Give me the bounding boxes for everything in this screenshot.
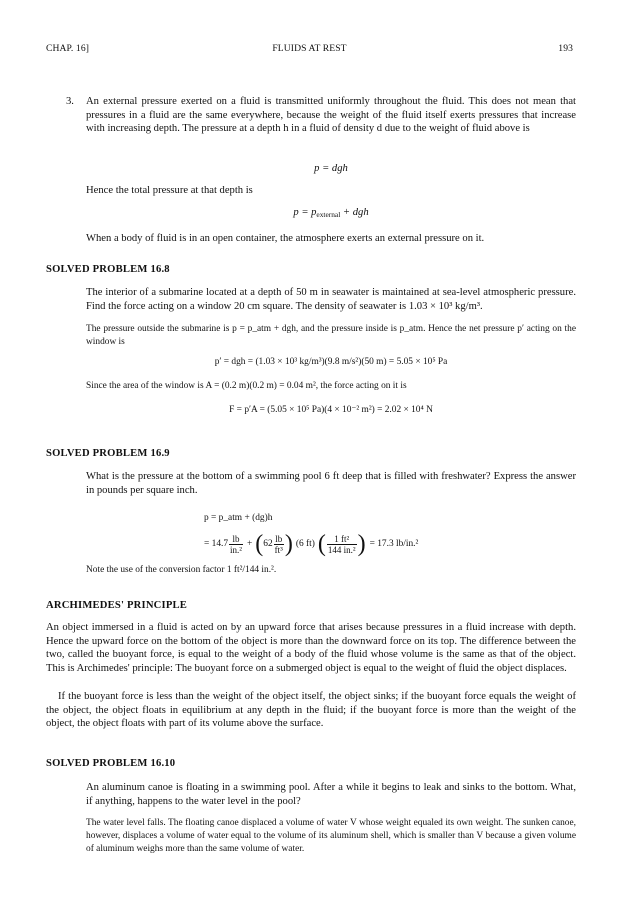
- fraction-conversion: [327, 534, 357, 555]
- open-container-line: When a body of fluid is in an open container, the atmosphere exerts an external pressure on it.: [86, 233, 485, 244]
- fraction-denominator: ft³: [274, 544, 283, 555]
- list-number: 3.: [66, 96, 74, 107]
- fraction-numerator: 1 ft²: [327, 534, 357, 545]
- running-title: FLUIDS AT REST: [272, 43, 347, 54]
- sp169-note: Note the use of the conversion factor 1 ft²/144 in.².: [86, 565, 277, 575]
- equation-total-pressure: [86, 207, 576, 218]
- heading-solved-problem-16-9: SOLVED PROBLEM 16.9: [46, 448, 170, 459]
- fraction-lb-per-in2: [229, 534, 243, 555]
- heading-solved-problem-16-8: SOLVED PROBLEM 16.8: [46, 264, 170, 275]
- eq2-lhs: p = p: [293, 207, 317, 218]
- sp169-question: What is the pressure at the bottom of a swimming pool 6 ft deep that is filled with freshwater? Express the answer in pounds per square inch.: [86, 471, 576, 496]
- fraction-denominator: 144 in.²: [327, 544, 356, 555]
- hence-line: Hence the total pressure at that depth is: [86, 185, 253, 196]
- eq1-text: p = dgh: [314, 163, 348, 174]
- eq-value-14-7: = 14.7: [204, 539, 229, 549]
- fraction-numerator: lb: [229, 534, 243, 545]
- heading-archimedes-principle: ARCHIMEDES' PRINCIPLE: [46, 600, 188, 611]
- eq-result: = 17.3 lb/in.²: [369, 539, 419, 549]
- sp168-pressure-equation: p′ = dgh = (1.03 × 10³ kg/m³)(9.8 m/s²)(50 m) = 5.05 × 10⁵ Pa: [214, 357, 448, 367]
- eq-value-62: 62: [263, 539, 273, 549]
- equation-p-dgh: [86, 163, 576, 174]
- sp168-solution-intro: The pressure outside the submarine is p = p_atm + dgh, and the pressure inside is p_atm. Hence the net pressure p′ acting on the window is: [86, 324, 576, 348]
- sp168-question: The interior of a submarine located at a depth of 50 m in seawater is maintained at sea-level atmospheric pressure. Find the force acting on a window 20 cm square. The density of seawater is 1.03 × 10³ kg/m³.: [86, 287, 576, 312]
- archimedes-paragraph-1: An object immersed in a fluid is acted on by an upward force that arises because pressures in a fluid increase with depth. Hence the upward force on the bottom of the object is more than the downward force on its top. The difference between the two, called the buoyant force, is equal to the weight of a body of the fluid whose volume is the same as that of the object. This is Archimedes' principle: The buoyant force on a submerged object is equal to the weight of fluid the object displaces.: [46, 622, 576, 675]
- sp168-force-equation: F = p′A = (5.05 × 10⁵ Pa)(4 × 10⁻² m²) = 2.02 × 10⁴ N: [229, 405, 433, 415]
- sp168-area-line: Since the area of the window is A = (0.2 m)(0.2 m) = 0.04 m², the force acting on it is: [86, 381, 407, 391]
- fraction-lb-per-ft3: [274, 534, 284, 555]
- fraction-denominator: in.²: [230, 544, 242, 555]
- sp169-equation-line1: p = p_atm + (dg)h: [204, 513, 273, 523]
- sp169-equation-line2: [204, 527, 418, 561]
- eq2-subscript: external: [316, 210, 341, 219]
- page-header: [46, 43, 573, 57]
- page-number: 193: [558, 43, 573, 54]
- right-paren: ): [357, 531, 366, 557]
- heading-solved-problem-16-10: SOLVED PROBLEM 16.10: [46, 758, 176, 769]
- item3-paragraph: An external pressure exerted on a fluid is transmitted uniformly throughout the fluid. This does not mean that pressures in a fluid are the same everywhere, because the weight of the fluid itself exerts pressures that increase with increasing depth. The pressure at a depth h in a fluid of density d due to the weight of fluid above is: [86, 96, 576, 135]
- left-paren: (: [255, 531, 264, 557]
- archimedes-paragraph-2: If the buoyant force is less than the weight of the object itself, the object sinks; if the buoyant force equals the weight of the object, the object floats in equilibrium at any depth in the fluid; if the buoyant force is more than the weight of the object, the object floats with part of its volume above the surface.: [46, 691, 576, 730]
- eq2-rhs: + dgh: [340, 207, 369, 218]
- left-paren: (: [317, 531, 326, 557]
- right-paren: ): [284, 531, 293, 557]
- sp1610-question: An aluminum canoe is floating in a swimming pool. After a while it begins to leak and sinks to the bottom. What, if anything, happens to the water level in the pool?: [86, 782, 576, 807]
- fraction-numerator: lb: [275, 533, 283, 544]
- eq-value-6ft: (6 ft): [295, 539, 315, 549]
- chapter-label: CHAP. 16]: [46, 43, 90, 54]
- sp1610-answer: The water level falls. The floating canoe displaced a volume of water V whose weight equaled its own weight. The sunken canoe, however, displaces a volume of water equal to the volume of its aluminum shell, which is smaller than V because a given volume of aluminum weighs more than the same volume of water.: [86, 818, 576, 855]
- plus-sign: +: [247, 539, 253, 549]
